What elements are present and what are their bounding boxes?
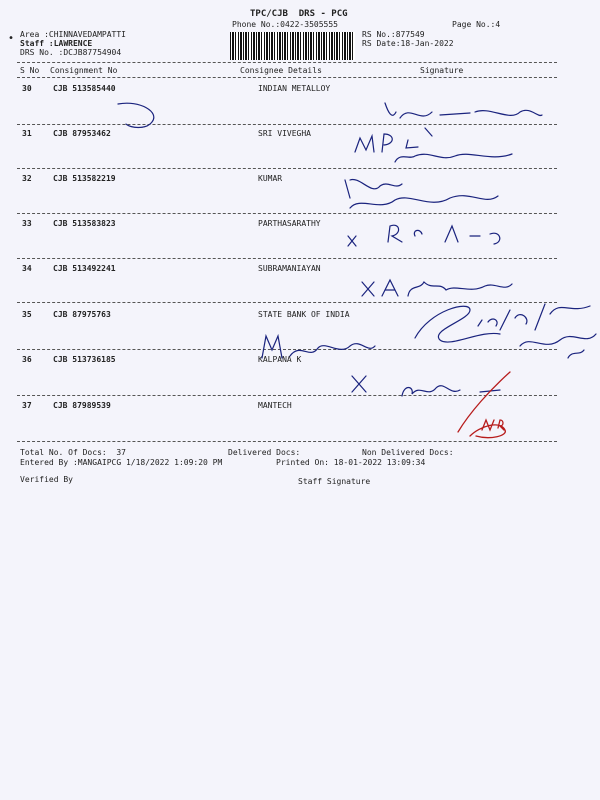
col-sno: S No xyxy=(20,66,40,75)
row-consignee: STATE BANK OF INDIA xyxy=(258,310,350,319)
delivered-docs: Delivered Docs: xyxy=(228,448,301,457)
row-consignee: KALPANA K xyxy=(258,355,302,364)
row-consignment: CJB 87989539 xyxy=(53,401,111,410)
row-sno: 33 xyxy=(22,219,32,228)
row-consignment: CJB 513583823 xyxy=(53,219,116,228)
col-consignee: Consignee Details xyxy=(240,66,322,75)
signature-30 xyxy=(385,103,542,118)
signature-33-cross xyxy=(348,236,356,246)
signature-36 xyxy=(262,336,375,358)
row-consignee: PARTHASARATHY xyxy=(258,219,321,228)
row-consignment: CJB 513582219 xyxy=(53,174,116,183)
row-consignee: SRI VIVEGHA xyxy=(258,129,311,138)
drs-number: DRS No. :DCJB87754904 xyxy=(20,48,122,57)
document-title: TPC/CJB DRS - PCG xyxy=(250,9,348,19)
signature-31-initials xyxy=(355,128,432,152)
signature-loop-30 xyxy=(118,103,154,127)
entered-by: Entered By :MANGAIPCG 1/18/2022 1:09:20 PM xyxy=(20,458,223,467)
row-sno: 30 xyxy=(22,84,32,93)
signature-34 xyxy=(382,280,512,296)
row-consignee: MANTECH xyxy=(258,401,292,410)
signature-34-cross xyxy=(362,282,374,296)
signature-35-date xyxy=(478,304,590,330)
margin-dot: • xyxy=(8,33,15,44)
col-signature: Signature xyxy=(420,66,464,75)
signature-37-red xyxy=(458,372,510,438)
phone-number: Phone No.:0422-3505555 xyxy=(232,20,338,29)
col-consignment: Consignment No xyxy=(50,66,118,75)
row-consignment: CJB 87953462 xyxy=(53,129,111,138)
rs-date: RS Date:18-Jan-2022 xyxy=(362,39,454,48)
non-delivered-docs: Non Delivered Docs: xyxy=(362,448,454,457)
printed-on: Printed On: 18-01-2022 13:09:34 xyxy=(276,458,426,467)
signature-33 xyxy=(388,225,500,244)
row-sno: 34 xyxy=(22,264,32,273)
row-consignment: CJB 87975763 xyxy=(53,310,111,319)
signature-35-phone xyxy=(520,334,596,358)
signature-37-cross xyxy=(352,376,366,392)
row-sno: 37 xyxy=(22,401,32,410)
row-sno: 31 xyxy=(22,129,32,138)
staff-label: Staff :LAWRENCE xyxy=(20,39,93,48)
staff-signature-label: Staff Signature xyxy=(298,477,371,486)
row-sno: 36 xyxy=(22,355,32,364)
signature-32-name xyxy=(345,179,402,198)
area-label: Area :CHINNAVEDAMPATTI xyxy=(20,30,126,39)
total-docs: Total No. Of Docs: 37 xyxy=(20,448,126,457)
rs-number: RS No.:877549 xyxy=(362,30,425,39)
row-consignee: KUMAR xyxy=(258,174,283,183)
row-consignment: CJB 513492241 xyxy=(53,264,116,273)
page-number: Page No.:4 xyxy=(452,20,501,29)
row-consignment: CJB 513585440 xyxy=(53,84,116,93)
signature-35-scrawl xyxy=(415,306,500,342)
row-consignee: SUBRAMANIAYAN xyxy=(258,264,321,273)
row-consignment: CJB 513736185 xyxy=(53,355,116,364)
signature-31 xyxy=(395,154,512,162)
row-consignee: INDIAN METALLOY xyxy=(258,84,331,93)
signature-37 xyxy=(402,386,500,396)
verified-by: Verified By xyxy=(20,475,73,484)
row-sno: 35 xyxy=(22,310,32,319)
row-sno: 32 xyxy=(22,174,32,183)
signature-32 xyxy=(350,196,498,208)
